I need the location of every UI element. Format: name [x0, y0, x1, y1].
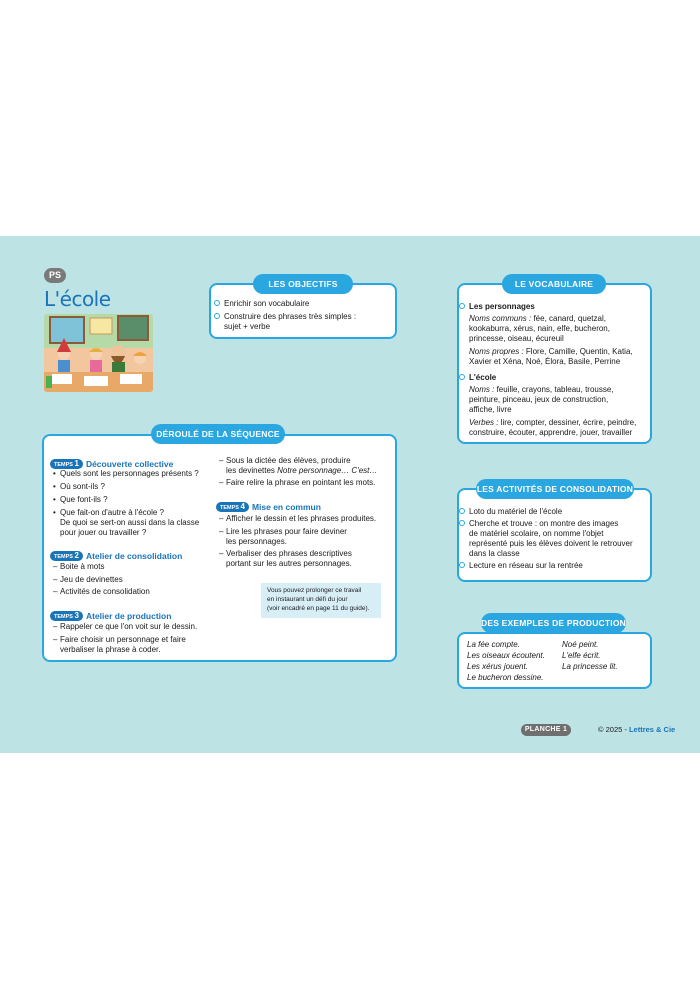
sequence-item: – Rappeler ce que l'on voit sur le dessin. [60, 622, 197, 632]
vocab-line: affiche, livre [469, 405, 512, 414]
sequence-item: • Où sont-ils ? [60, 482, 105, 492]
classroom-illustration [44, 314, 153, 392]
activites-title: LES ACTIVITÉS DE CONSOLIDATION [476, 479, 634, 499]
sequence-item: • Quels sont les personnages présents ? [60, 469, 199, 479]
temps-2-header: TEMPS 2 Atelier de consolidation [50, 547, 182, 558]
copyright: © 2025 - Lettres & Cie [598, 725, 676, 734]
sequence-title: DÉROULÉ DE LA SÉQUENCE [151, 424, 285, 444]
example-sentence: Noé peint. [562, 640, 599, 649]
vocab-line: Noms communs : fée, canard, quetzal, [469, 314, 606, 323]
sequence-item-continued: verbaliser la phrase à coder. [60, 645, 161, 654]
temps-1-header: TEMPS 1 Découverte collective [50, 455, 173, 466]
sequence-item: – Faire relire la phrase en pointant les mots. [226, 478, 375, 488]
sequence-item: – Afficher le dessin et les phrases produites. [226, 514, 376, 524]
vocab-line: princesse, oiseau, écureuil [469, 334, 564, 343]
sequence-item: • Que font-ils ? [60, 495, 108, 505]
activite-item-continued: dans la classe [469, 549, 520, 558]
planche-badge: PLANCHE 1 [521, 724, 571, 736]
sequence-item-continued: portant sur les autres personnages. [226, 559, 352, 568]
temps-badge: TEMPS 2 [50, 551, 83, 561]
vocab-heading-ecole: L'école [469, 373, 496, 383]
sequence-item: • Que fait-on d'autre à l'école ? [60, 508, 164, 518]
sequence-item-continued: De quoi se sert-on aussi dans la classe [60, 518, 200, 527]
objectif-item: Construire des phrases très simples : [224, 312, 356, 322]
bullet-ring-icon [459, 520, 465, 526]
sequence-item: – Verbaliser des phrases descriptives [226, 549, 352, 559]
example-sentence: L'elfe écrit. [562, 651, 601, 660]
activite-item: Lecture en réseau sur la rentrée [469, 561, 583, 571]
sequence-item: – Boite à mots [60, 562, 104, 572]
vocab-line: construire, écouter, apprendre, jouer, travailler [469, 428, 633, 437]
temps-4-header: TEMPS 4 Mise en commun [216, 498, 321, 509]
vocab-line: Xavier et Xéna, Noé, Élora, Basile, Perrine [469, 357, 621, 366]
sequence-item: – Faire choisir un personnage et faire [60, 635, 186, 645]
sequence-item-continued: pour jouer ou travailler ? [60, 528, 147, 537]
sequence-item: – Activités de consolidation [60, 587, 150, 597]
vocab-line: Noms : feuille, crayons, tableau, trousse, [469, 385, 614, 394]
example-sentence: Le bucheron dessine. [467, 673, 544, 682]
example-sentence: La fée compte. [467, 640, 520, 649]
bullet-ring-icon [459, 303, 465, 309]
defi-note: Vous pouvez prolonger ce travail en instaurant un défi du jour (voir encadré en page 11 du guide). [261, 583, 381, 618]
bullet-ring-icon [459, 562, 465, 568]
vocab-line: kookaburra, xérus, nain, elfe, bucheron, [469, 324, 610, 333]
sequence-item-continued: les personnages. [226, 537, 287, 546]
objectif-item: Enrichir son vocabulaire [224, 299, 309, 309]
vocab-line: Noms propres : Flore, Camille, Quentin, Katia, [469, 347, 633, 356]
page-title: L'école [44, 287, 111, 311]
vocab-heading-personnages: Les personnages [469, 302, 535, 312]
activite-item: Cherche et trouve : on montre des images [469, 519, 618, 529]
bullet-ring-icon [214, 313, 220, 319]
exemples-title: DES EXEMPLES DE PRODUCTION [481, 613, 626, 633]
sequence-item: – Sous la dictée des élèves, produire [226, 456, 351, 466]
bullet-ring-icon [214, 300, 220, 306]
sequence-item: – Lire les phrases pour faire deviner [226, 527, 347, 537]
sequence-item-continued: les devinettes Notre personnage… C'est… [226, 466, 378, 475]
example-sentence: Les xérus jouent. [467, 662, 528, 671]
vocabulaire-title: LE VOCABULAIRE [502, 274, 606, 294]
activite-item: Loto du matériel de l'école [469, 507, 562, 517]
temps-3-header: TEMPS 3 Atelier de production [50, 607, 171, 618]
temps-badge: TEMPS 1 [50, 459, 83, 469]
objectifs-title: LES OBJECTIFS [253, 274, 353, 294]
activite-item-continued: représenté puis les élèves doivent le retrouver [469, 539, 633, 548]
example-sentence: La princesse lit. [562, 662, 618, 671]
sequence-item: – Jeu de devinettes [60, 575, 123, 585]
example-sentence: Les oiseaux écoutent. [467, 651, 545, 660]
bullet-ring-icon [459, 508, 465, 514]
vocab-line: peinture, pinceau, jeux de construction, [469, 395, 609, 404]
level-badge: PS [44, 268, 66, 283]
vocab-line: Verbes : lire, compter, dessiner, écrire, peindre, [469, 418, 637, 427]
temps-badge: TEMPS 4 [216, 502, 249, 512]
temps-badge: TEMPS 3 [50, 611, 83, 621]
objectif-item-continued: sujet + verbe [224, 322, 271, 331]
bullet-ring-icon [459, 374, 465, 380]
activite-item-continued: de matériel scolaire, on nomme l'objet [469, 529, 604, 538]
